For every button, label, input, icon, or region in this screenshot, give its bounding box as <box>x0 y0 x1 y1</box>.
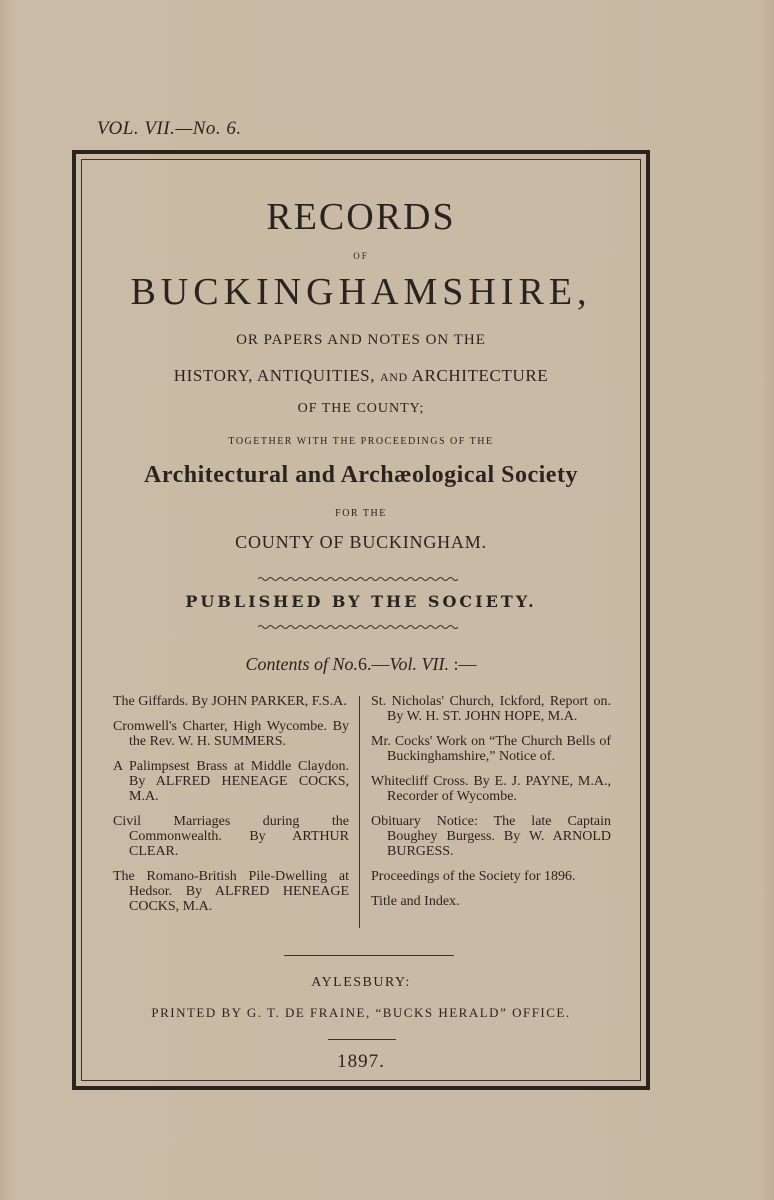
title-buckinghamshire: BUCKINGHAMSHIRE, <box>130 271 592 313</box>
title-records: RECORDS <box>266 196 456 238</box>
subtitle-together: TOGETHER WITH THE PROCEEDINGS OF THE <box>228 436 494 447</box>
contents-num: 6.— <box>358 654 390 674</box>
rule-above-year <box>328 1039 396 1040</box>
contents-no: No. <box>332 654 359 674</box>
title-of: OF <box>353 251 369 261</box>
imprint-printer: PRINTED BY G. T. DE FRAINE, “BUCKS HERALD” OFFICE. <box>151 1005 571 1020</box>
contents-entry: The Giffards. By JOHN PARKER, F.S.A. <box>113 694 347 709</box>
contents-entry: The Romano-British Pile-Dwelling at Hedsor. By ALFRED HENEAGE COCKS, M.A. <box>113 869 349 914</box>
contents-entry: Mr. Cocks' Work on “The Church Bells of Buckinghamshire,” Notice of. <box>371 734 611 764</box>
imprint-place: AYLESBURY: <box>311 975 411 990</box>
published-by: PUBLISHED BY THE SOCIETY. <box>185 592 537 611</box>
contents-entry: A Palimpsest Brass at Middle Claydon. By ALFRED HENEAGE COCKS, M.A. <box>113 759 349 804</box>
imprint-year: 1897. <box>337 1051 385 1072</box>
subtitle-history-a: HISTORY, ANTIQUITIES, <box>173 366 376 385</box>
subtitle-papers: OR PAPERS AND NOTES ON THE <box>236 332 486 348</box>
subtitle-county-of-buckingham: COUNTY OF BUCKINGHAM. <box>235 532 487 552</box>
contents-entry: St. Nicholas' Church, Ickford, Report on. By W. H. ST. JOHN HOPE, M.A. <box>371 694 611 724</box>
contents-entry: Proceedings of the Society for 1896. <box>371 869 576 884</box>
contents-heading <box>81 654 641 675</box>
column-divider <box>359 696 360 928</box>
contents-prefix: Contents of <box>245 654 328 674</box>
subtitle-history-b: ARCHITECTURE <box>411 366 549 385</box>
subtitle-county: OF THE COUNTY; <box>297 401 425 416</box>
contents-entry: Whitecliff Cross. By E. J. PAYNE, M.A., Recorder of Wycombe. <box>371 774 611 804</box>
contents-suffix: :— <box>453 654 477 674</box>
contents-vol: Vol. VII. <box>389 654 449 674</box>
society-name: Architectural and Archæological Society <box>144 462 578 488</box>
subtitle-for: FOR THE <box>335 508 387 519</box>
volume-number: VOL. VII.—No. 6. <box>97 118 242 139</box>
wavy-rule-bottom <box>258 624 458 630</box>
contents-entry: Obituary Notice: The late Captain Boughey Burgess. By W. ARNOLD BURGESS. <box>371 814 611 859</box>
contents-right-column <box>371 694 611 919</box>
contents-entry: Civil Marriages during the Commonwealth. By ARTHUR CLEAR. <box>113 814 349 859</box>
contents-entry: Cromwell's Charter, High Wycombe. By the Rev. W. H. SUMMERS. <box>113 719 349 749</box>
contents-entry: Title and Index. <box>371 894 460 909</box>
contents-left-column <box>113 694 349 924</box>
subtitle-history-and: AND <box>379 370 408 384</box>
rule-above-imprint <box>284 955 454 956</box>
subtitle-history <box>81 366 641 386</box>
wavy-rule-top <box>258 576 458 582</box>
